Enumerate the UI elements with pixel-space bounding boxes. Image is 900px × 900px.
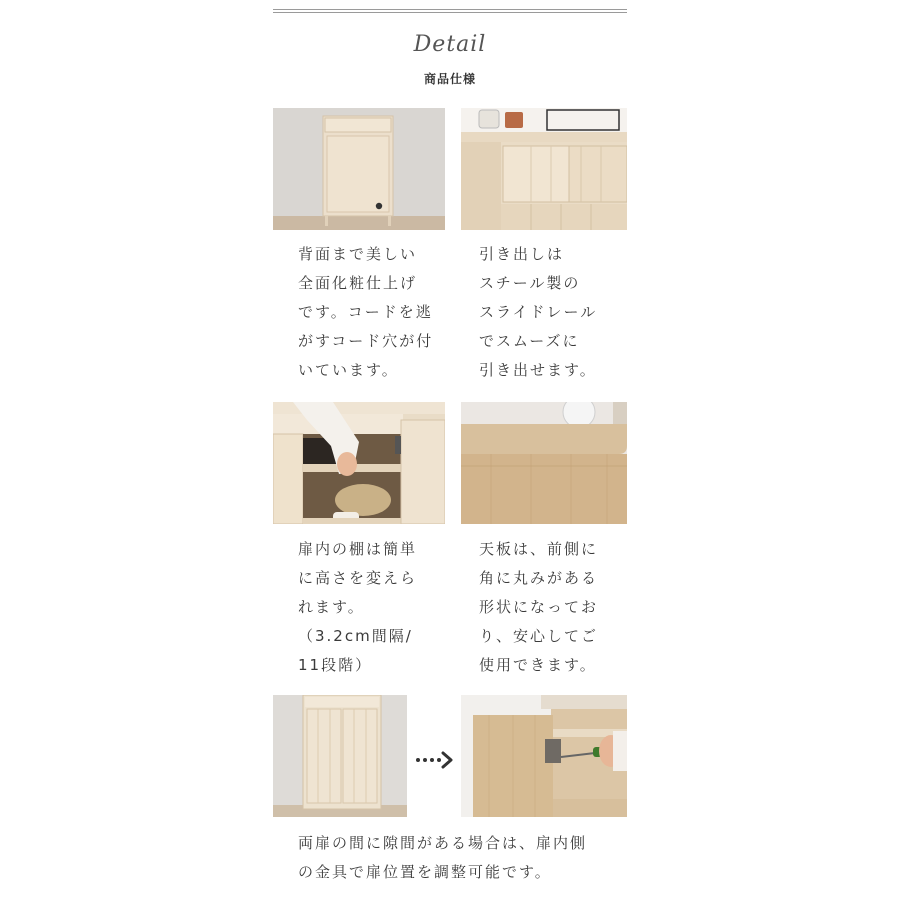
photo-double-doors <box>273 695 407 817</box>
caption-line: スチール製の <box>479 274 581 292</box>
caption-line: 形状になってお <box>479 598 599 616</box>
caption-line: 角に丸みがある <box>479 569 599 587</box>
photo-hinge-adjustment <box>461 695 627 817</box>
header-rule-bottom <box>273 12 627 13</box>
feature-caption-top <box>479 535 598 680</box>
feature-caption-back <box>298 240 433 385</box>
caption-line: り、安心してご <box>479 627 599 645</box>
caption-line: れます。 <box>298 598 365 616</box>
caption-line: 両扉の間に隙間がある場合は、扉内側 <box>298 834 588 852</box>
caption-line: 使用できます。 <box>479 656 597 674</box>
detail-script-title: Detail <box>413 32 487 57</box>
caption-line: スライドレール <box>479 303 598 321</box>
caption-line: 天板は、前側に <box>479 540 599 558</box>
caption-line: 11段階） <box>298 656 373 674</box>
caption-line: でスムーズに <box>479 332 580 350</box>
caption-line: （3.2cm間隔/ <box>298 627 413 645</box>
caption-line: です。コードを逃 <box>298 303 433 321</box>
caption-line: がすコード穴が付 <box>298 332 434 350</box>
photo-drawer <box>461 108 627 230</box>
caption-line: 引き出せます。 <box>479 361 597 379</box>
bottom-caption-hinge <box>298 829 587 887</box>
header-rule-top <box>273 9 627 10</box>
dotted-right-arrow-icon <box>414 748 454 772</box>
caption-line: の金具で扉位置を調整可能です。 <box>298 863 552 881</box>
feature-caption-drawer <box>479 240 597 385</box>
feature-caption-shelf <box>298 535 417 680</box>
caption-line: 引き出しは <box>479 245 565 263</box>
photo-adjustable-shelf <box>273 402 445 524</box>
caption-line: 扉内の棚は簡単 <box>298 540 418 558</box>
photo-rounded-top <box>461 402 627 524</box>
caption-line: 背面まで美しい <box>298 245 418 263</box>
caption-line: 全面化粧仕上げ <box>298 274 418 292</box>
photo-cabinet-back <box>273 108 445 230</box>
caption-line: に高さを変えら <box>298 569 418 587</box>
caption-line: いています。 <box>298 361 399 379</box>
spec-subtitle: 商品仕様 <box>423 72 476 86</box>
